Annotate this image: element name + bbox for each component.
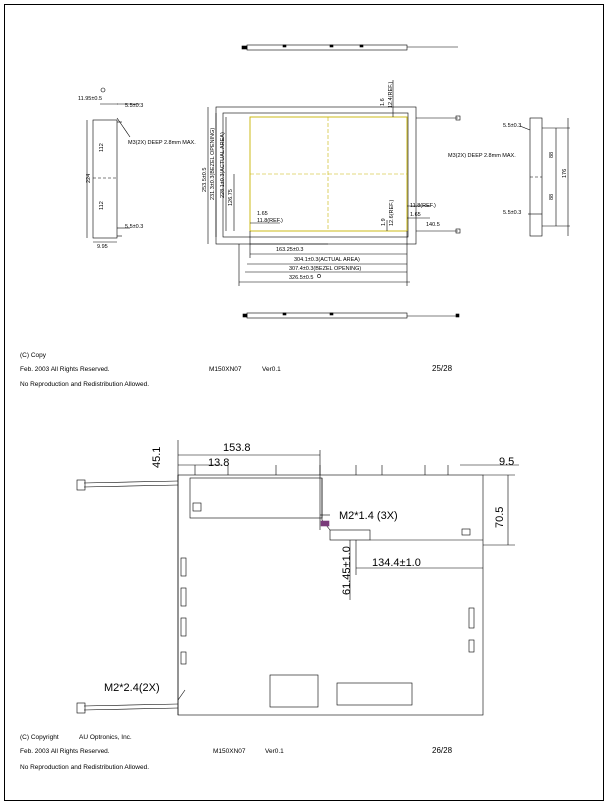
footer-date-p2: Feb. 2003 All Rights Reserved. [20,748,110,755]
dim-224: 224 [86,173,92,183]
dim-11-8-ref-right: 11.8(REF.) [410,203,436,209]
dim-11-95: 11.95±0.5 [78,96,103,102]
footer-page-p2: 26/28 [432,746,453,755]
dim-112-a: 112 [99,143,105,152]
dim-70-5: 70.5 [494,506,506,528]
dim-5-5-b: 5.5±0.3 [125,224,144,230]
left-side-view [87,88,140,242]
rear-view [77,440,519,715]
footer-copy-p1: (C) Copy [20,352,47,359]
dim-1-65-a: 1.65 [257,211,268,217]
top-side-view [242,45,458,50]
dim-1-9: 1.9 [381,218,387,226]
dim-253-5: 253.5±0.5 [202,167,208,192]
dim-12-4-ref: 12.4(REF.) [388,81,394,108]
dim-m2-2-4: M2*2.4(2X) [104,682,160,694]
footer-version-p2: Ver0.1 [265,748,284,755]
dim-5-5-d: 5.5±0.3 [503,210,522,216]
dim-231-3: 231.3±0.3(BEZEL OPENING) [210,127,216,200]
dim-88-b: 88 [549,193,555,200]
dim-5-5-a: 5.5±0.3 [125,103,144,109]
dim-9-95: 9.95 [97,244,108,250]
dim-304-1: 304.1±0.3(ACTUAL AREA) [294,257,360,263]
footer-version-p1: Ver0.1 [262,366,281,373]
dim-153-8: 153.8 [223,442,251,454]
dim-11-8-ref-left: 11.8(REF.) [257,218,283,224]
footer-company-p2: AU Optronics, Inc. [79,734,132,741]
dim-126-75: 126.75 [228,189,234,206]
footer-notice-p1: No Reproduction and Redistribution Allowed. [20,381,149,388]
bottom-side-view [243,313,459,318]
dim-1-65-b: 1.65 [410,212,421,218]
dim-m3-right: M3(2X) DEEP 2.8mm MAX. [448,153,516,159]
dim-1-6-top: 1.6 [380,98,386,106]
dim-163-25: 163.25±0.3 [276,247,304,253]
front-view [208,80,460,286]
footer-page-p1: 25/28 [432,364,453,373]
dim-134-4: 134.4±1.0 [372,557,421,569]
dim-61-45: 61.45±1.0 [341,546,353,595]
dim-176: 176 [562,168,568,178]
dim-88-a: 88 [549,151,555,158]
footer-model-p1: M150XN07 [209,366,242,373]
dim-13-8: 13.8 [208,457,230,469]
dim-112-b: 112 [99,201,105,210]
footer-notice-p2: No Reproduction and Redistribution Allowed. [20,764,149,771]
dim-45-1: 45.1 [151,446,163,468]
dim-9-5: 9.5 [499,456,515,468]
footer-model-p2: M150XN07 [213,748,246,755]
dim-307-4: 307.4±0.3(BEZEL OPENING) [289,266,362,272]
dim-5-5-c: 5.5±0.3 [503,123,522,129]
dim-m3-left: M3(2X) DEEP 2.8mm MAX. [128,140,196,146]
dim-228-1: 228.1±0.3(ACTUAL AREA) [220,132,226,198]
dim-140-5: 140.5 [426,222,440,228]
footer-date-p1: Feb. 2003 All Rights Reserved. [20,366,110,373]
footer-copy-p2: (C) Copyright [20,734,59,741]
dim-m2-1-4: M2*1.4 (3X) [339,510,398,522]
dim-12-6-ref: 12.6(REF.) [389,199,395,226]
dim-326-5: 326.5±0.5 [289,275,314,281]
